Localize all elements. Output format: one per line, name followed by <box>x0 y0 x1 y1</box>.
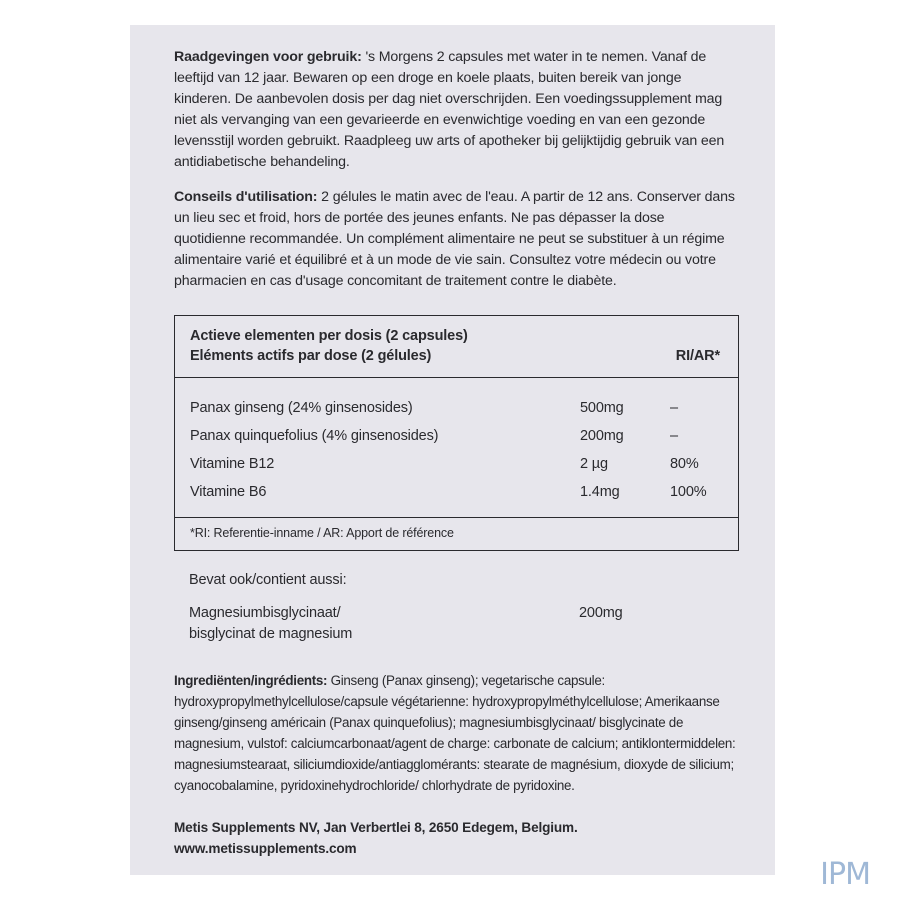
also-item-line2: bisglycinat de magnesium <box>189 626 353 642</box>
row-ri: – <box>670 428 678 444</box>
table-row <box>190 450 723 478</box>
ri-header: RI/AR* <box>675 348 720 364</box>
company-website: www.metissupplements.com <box>174 841 357 856</box>
row-amount: 1.4mg <box>580 484 620 500</box>
row-amount: 500mg <box>580 400 624 416</box>
row-name: Vitamine B6 <box>190 484 267 500</box>
label-panel <box>130 25 775 875</box>
row-name: Panax ginseng (24% ginsenosides) <box>190 400 413 416</box>
instructions-fr-label: Conseils d'utilisation: <box>174 189 318 205</box>
instructions-nl-label: Raadgevingen voor gebruik: <box>174 49 362 65</box>
dose-header-fr: Eléments actifs par dose (2 gélules) <box>190 348 432 364</box>
row-ri: 80% <box>670 456 699 472</box>
row-ri: – <box>670 400 678 416</box>
also-contains-label: Bevat ook/contient aussi: <box>189 572 347 588</box>
ipm-watermark-logo: IPM <box>820 857 870 892</box>
ingredients-text: Ginseng (Panax ginseng); vegetarische capsule: hydroxypropylmethylcellulose/capsule végétarienne: hydroxypropylméthylcellulose; Amerikaanse ginseng/ginseng américain (Panax quinquefolius); magnesiumbisglycinaat/ bisglycinate de magnesium, vulstof: calciumcarbonaat/agent de charge: carbonate de calcium; antiklontermiddelen: magnesiumstearaat, siliciumdioxide/antiagglomérants: stearate de magnésium, dioxyde de silicium; cyanocobalamine, pyridoxinehydrochloride/ chlorhydrate de pyridoxine. <box>174 673 736 794</box>
dose-header-nl: Actieve elementen per dosis (2 capsules) <box>190 328 468 344</box>
also-contains-item <box>189 603 709 645</box>
company-address: Metis Supplements NV, Jan Verbertlei 8, 2650 Edegem, Belgium. <box>174 820 578 835</box>
ingredients <box>174 670 739 796</box>
table-row <box>190 394 723 422</box>
dose-table <box>174 315 739 551</box>
dose-rows <box>190 394 723 506</box>
instructions-nl <box>174 47 735 173</box>
also-item-amount: 200mg <box>579 605 623 621</box>
instructions-nl-text: 's Morgens 2 capsules met water in te nemen. Vanaf de leeftijd van 12 jaar. Bewaren op een droge en koele plaats, buiten bereik van jonge kinderen. De aanbevolen dosis per dag niet overschrijden. Een voedingssupplement mag niet als vervanging van een gevarieerde en evenwichtige voeding en van een gezonde levensstijl worden gebruikt. Raadpleeg uw arts of apotheker bij gelijktijdig gebruik van een antidiabetische behandeling. <box>174 49 725 170</box>
row-amount: 200mg <box>580 428 624 444</box>
instructions-fr <box>174 187 735 292</box>
row-name: Panax quinquefolius (4% ginsenosides) <box>190 428 439 444</box>
table-row <box>190 478 723 506</box>
row-name: Vitamine B12 <box>190 456 275 472</box>
dose-footnote: *RI: Referentie-inname / AR: Apport de référence <box>175 517 738 550</box>
dose-table-header <box>175 316 738 378</box>
row-amount: 2 µg <box>580 456 608 472</box>
table-row <box>190 422 723 450</box>
company-info <box>174 817 578 859</box>
also-item-line1: Magnesiumbisglycinaat/ <box>189 605 341 621</box>
instructions-fr-text: 2 gélules le matin avec de l'eau. A partir de 12 ans. Conserver dans un lieu sec et froid, hors de portée des jeunes enfants. Ne pas dépasser la dose quotidienne recommandée. Un complément alimentaire ne peut se substituer à un régime alimentaire varié et équilibré et à un mode de vie sain. Consultez votre médecin ou votre pharmacien en cas d'usage concomitant de traitement contre le diabète. <box>174 189 735 289</box>
also-contains <box>189 570 709 645</box>
row-ri: 100% <box>670 484 707 500</box>
ingredients-label: Ingrediënten/ingrédients: <box>174 673 328 689</box>
